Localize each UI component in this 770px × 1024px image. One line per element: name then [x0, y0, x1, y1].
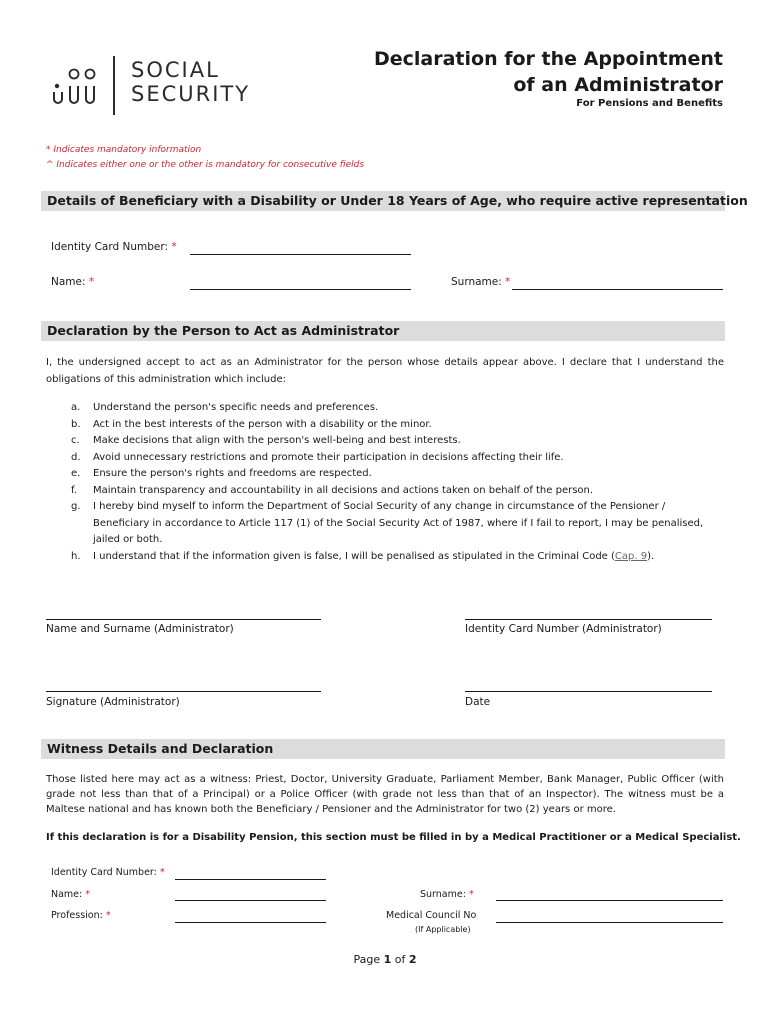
admin-name-label: Name and Surname (Administrator): [46, 623, 234, 635]
date-input[interactable]: [465, 691, 712, 692]
beneficiary-surname-label: Surname: *: [451, 276, 511, 288]
witness-profession-input[interactable]: [175, 922, 326, 923]
admin-signature-input[interactable]: [46, 691, 321, 692]
mandatory-note: * Indicates mandatory information: [46, 145, 202, 155]
witness-profession-label: Profession: *: [51, 910, 111, 921]
admin-id-input[interactable]: [465, 619, 712, 620]
either-note: ^ Indicates either one or the other is mandatory for consecutive fields: [46, 160, 365, 170]
obligations-list: a. Understand the person's specific needs and preferences. b. Act in the best interests of the person with a disability or the minor. c. Make decisions that align with the person's well-being and best interests. d. Avoid unnecessary restrictions and promote their participation in decisions affecting their life. e. Ensure the person's rights and freedoms are respected. f. Maintain transparency and accountability in all decisions and actions taken on behalf of the person. g. I hereby bind myself to inform the Department of Social Security of any change in circumstance of the Pensioner / Beneficiary in accordance to Article 117 (1) of the Social Security Act of 1987, where if I fail to report, I may be penalised, jailed or both. h. I understand that if the information given is false, I will be penalised as stipulated in the Criminal Code (Cap. 9).: [71, 402, 704, 562]
beneficiary-id-input[interactable]: [190, 254, 411, 255]
beneficiary-id-label: Identity Card Number: *: [51, 241, 177, 253]
witness-name-label: Name: *: [51, 889, 90, 900]
title-line-1: Declaration for the Appointment: [373, 48, 723, 70]
admin-id-label: Identity Card Number (Administrator): [465, 623, 662, 635]
beneficiary-surname-input[interactable]: [512, 289, 723, 290]
page-title: [363, 46, 723, 98]
witness-surname-label: Surname: *: [420, 889, 474, 900]
witness-id-label: Identity Card Number: *: [51, 867, 165, 878]
declaration-intro: I, the undersigned accept to act as an Administrator for the person whose details appear above. I declare that I understand the obligations of this administration which include:: [46, 357, 724, 385]
date-label: Date: [465, 696, 491, 708]
logo-text: [131, 58, 250, 106]
section-3-title: Witness Details and Declaration: [47, 741, 274, 756]
admin-signature-label: Signature (Administrator): [46, 696, 180, 708]
page-subtitle: For Pensions and Benefits: [576, 98, 723, 109]
logo-line-1: SOCIAL: [131, 58, 220, 82]
witness-paragraph: Those listed here may act as a witness: Priest, Doctor, University Graduate, Parliament Member, Bank Manager, Public Officer (with grade not less than that of a Principal) or a Police Officer (with grade not less than that of an Inspector). The witness must be a Maltese national and has known both the Beneficiary / Pensioner and the Administrator for two (2) years or more.: [46, 774, 724, 815]
beneficiary-name-label: Name: *: [51, 276, 95, 288]
witness-surname-input[interactable]: [496, 900, 723, 901]
page-number: Page 1 of 2: [353, 953, 417, 966]
disability-note: If this declaration is for a Disability Pension, this section must be filled in by a Medical Practitioner or a Medical Specialist.: [46, 832, 741, 843]
logo-line-2: SECURITY: [131, 82, 251, 106]
title-line-2: of an Administrator: [513, 74, 723, 96]
medical-council-sublabel: (If Applicable): [415, 925, 471, 934]
logo-divider: [113, 56, 115, 115]
witness-name-input[interactable]: [175, 900, 326, 901]
section-1-title: Details of Beneficiary with a Disability or Under 18 Years of Age, who require active representation: [47, 193, 748, 208]
medical-council-input[interactable]: [496, 922, 723, 923]
section-2-title: Declaration by the Person to Act as Administrator: [47, 323, 400, 338]
social-security-logo-icon: [52, 66, 100, 106]
criminal-code-link[interactable]: Cap. 9: [614, 551, 648, 562]
witness-id-input[interactable]: [175, 879, 326, 880]
medical-council-label: Medical Council No: [386, 910, 477, 921]
beneficiary-name-input[interactable]: [190, 289, 411, 290]
admin-name-input[interactable]: [46, 619, 321, 620]
